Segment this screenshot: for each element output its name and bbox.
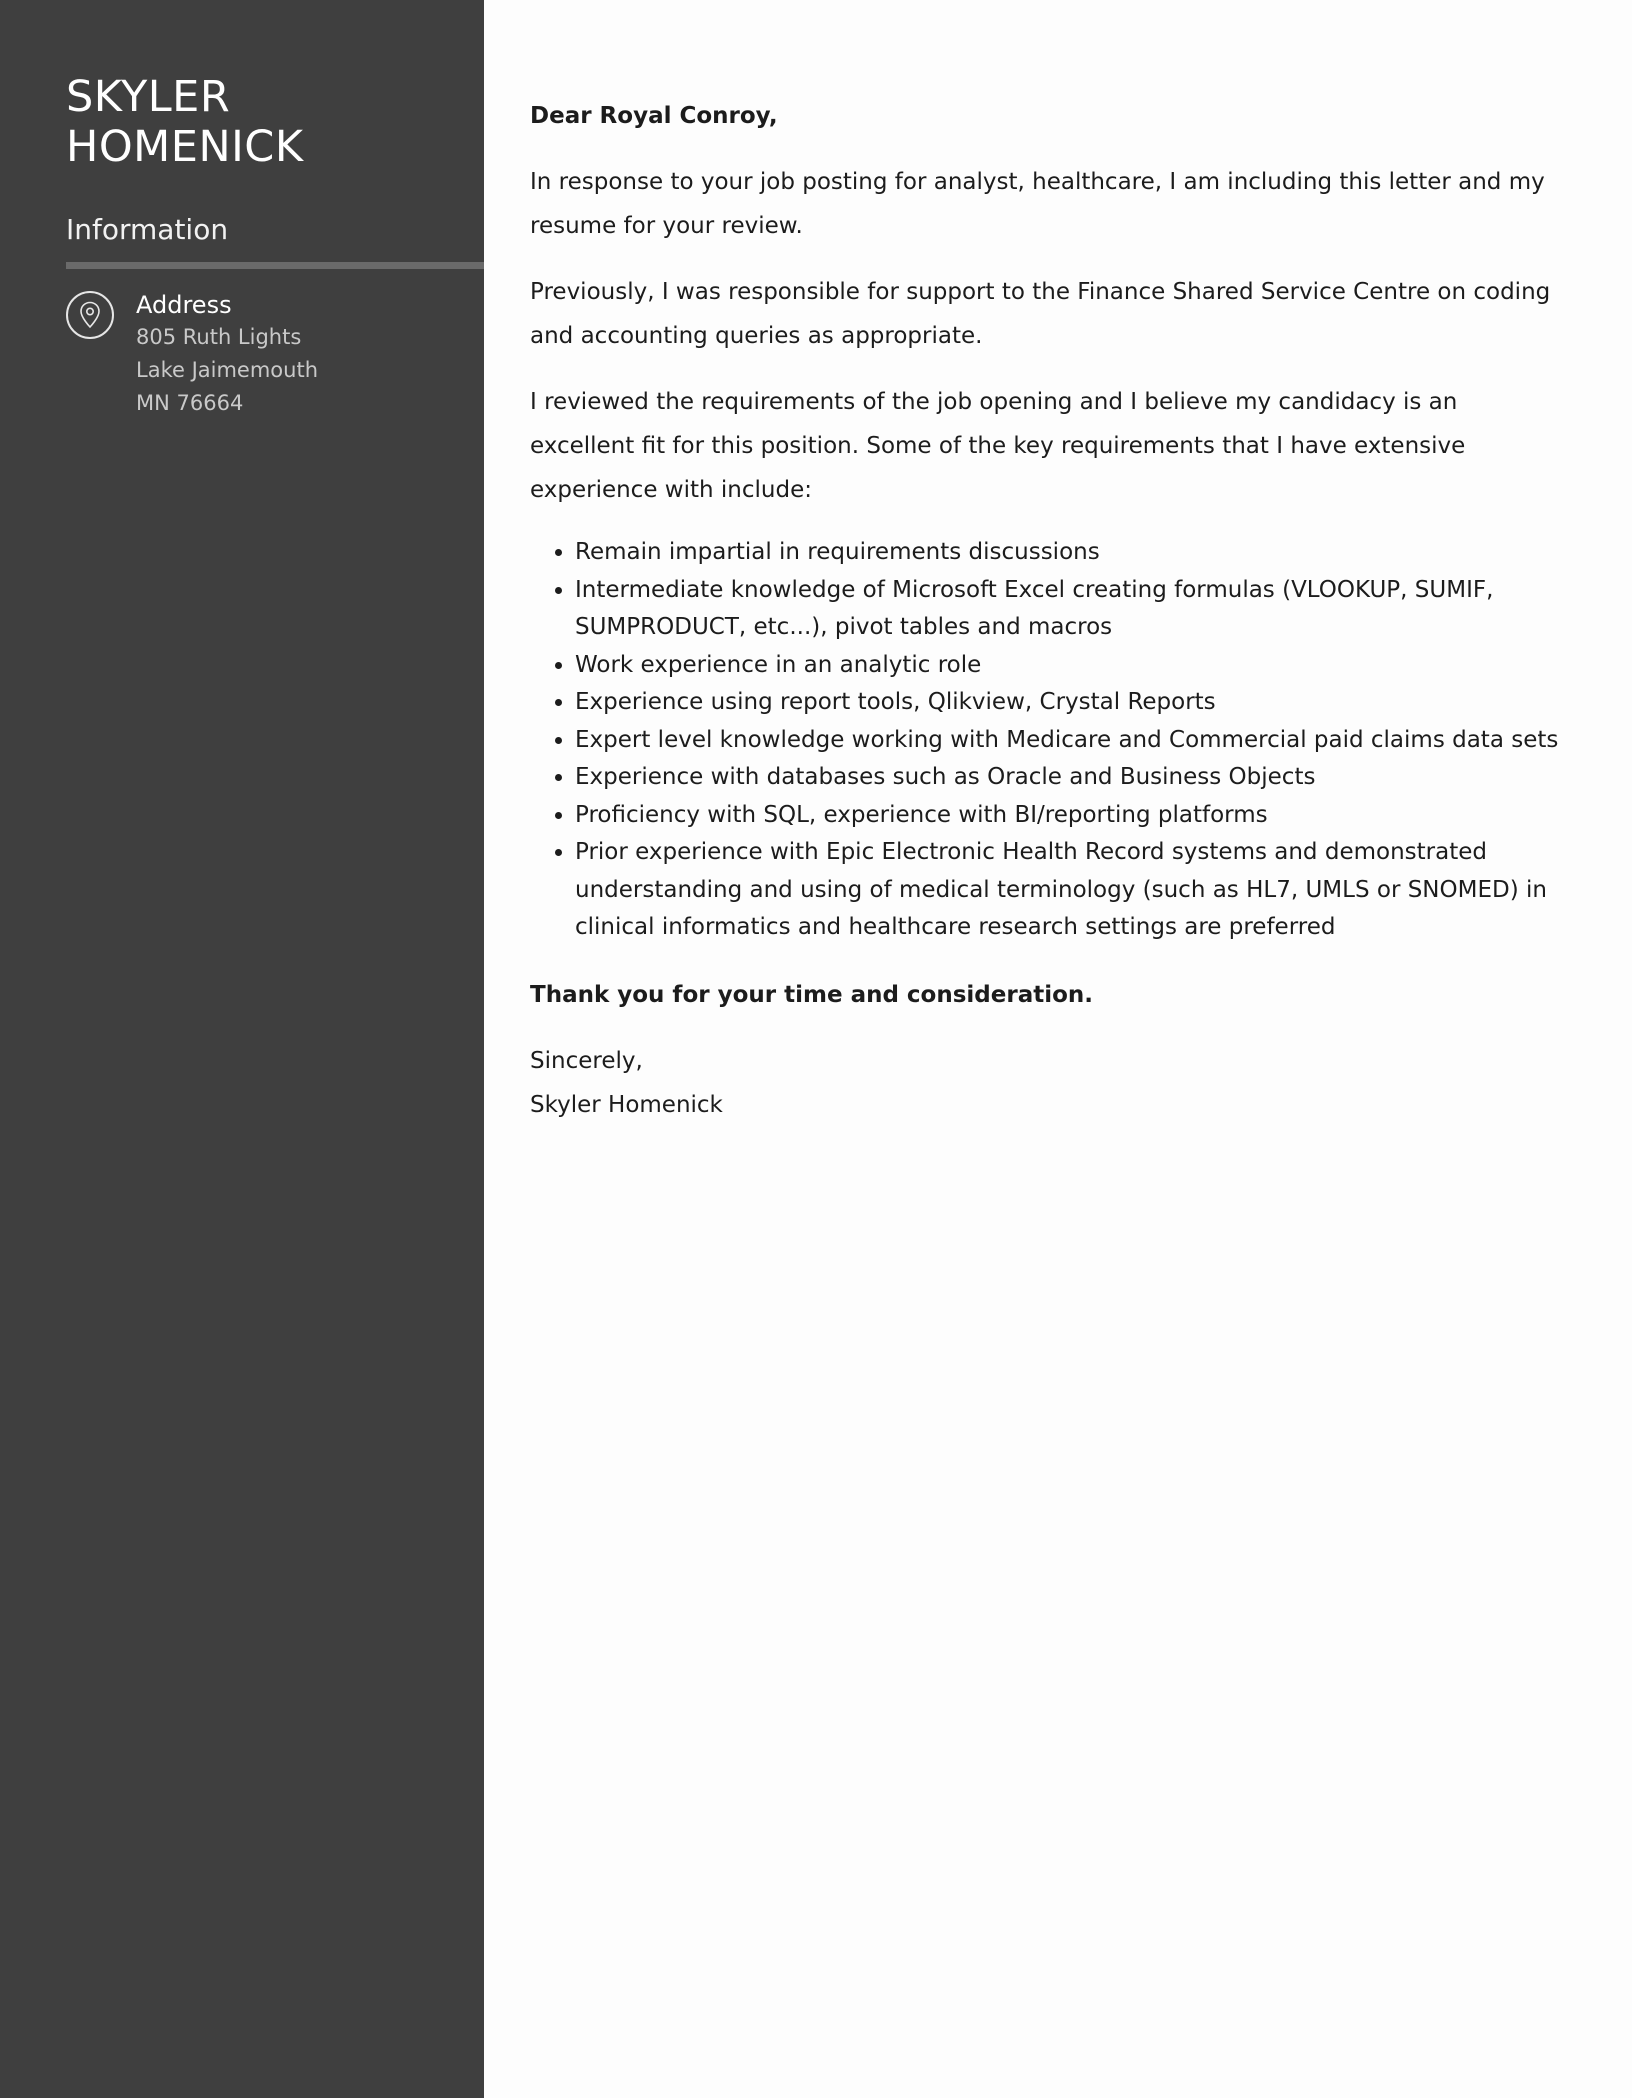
paragraph-intro: In response to your job posting for analyst, healthcare, I am including this letter and my resume for your review.	[530, 169, 1545, 239]
address-line-1: 805 Ruth Lights	[136, 325, 302, 349]
sidebar	[0, 0, 484, 2098]
closing-line: Sincerely,	[530, 1047, 643, 1074]
list-item: • Proficiency with SQL, experience with BI/reporting platforms	[575, 797, 1562, 835]
address-details	[136, 289, 318, 420]
address-block	[66, 289, 484, 420]
address-line-2: Lake Jaimemouth	[136, 358, 319, 382]
signature: Skyler Homenick	[530, 1091, 723, 1118]
closing-block	[530, 1039, 1562, 1127]
name-first: SKYLER	[66, 72, 231, 122]
address-line-3: MN 76664	[136, 391, 244, 415]
paragraph-experience: Previously, I was responsible for support to the Finance Shared Service Centre on coding and accounting queries as appropriate.	[530, 279, 1551, 349]
paragraph-requirements: I reviewed the requirements of the job opening and I believe my candidacy is an excellent fit for this position. Some of the key requirements that I have extensive experience with include:	[530, 389, 1466, 503]
list-item: • Remain impartial in requirements discussions	[575, 534, 1562, 572]
name-last: HOMENICK	[66, 122, 304, 172]
requirements-list	[530, 534, 1562, 947]
location-pin-icon	[66, 291, 114, 339]
list-item: • Prior experience with Epic Electronic Health Record systems and demonstrated understanding and using of medical terminology (such as HL7, UMLS or SNOMED) in clinical informatics and healthcare research settings are preferred	[575, 834, 1562, 947]
information-heading: Information	[66, 213, 229, 246]
list-item: • Work experience in an analytic role	[575, 647, 1562, 685]
information-divider	[66, 262, 484, 269]
list-item: • Intermediate knowledge of Microsoft Excel creating formulas (VLOOKUP, SUMIF, SUMPRODUCT, etc...), pivot tables and macros	[575, 572, 1562, 647]
list-item: • Experience with databases such as Oracle and Business Objects	[575, 759, 1562, 797]
thanks-line: Thank you for your time and consideration.	[530, 981, 1094, 1008]
list-item: • Expert level knowledge working with Medicare and Commercial paid claims data sets	[575, 722, 1562, 760]
list-item: • Experience using report tools, Qlikview, Crystal Reports	[575, 684, 1562, 722]
salutation: Dear Royal Conroy,	[530, 103, 778, 129]
letter-body	[484, 0, 1632, 2098]
address-label: Address	[136, 291, 232, 319]
applicant-name	[66, 72, 484, 172]
